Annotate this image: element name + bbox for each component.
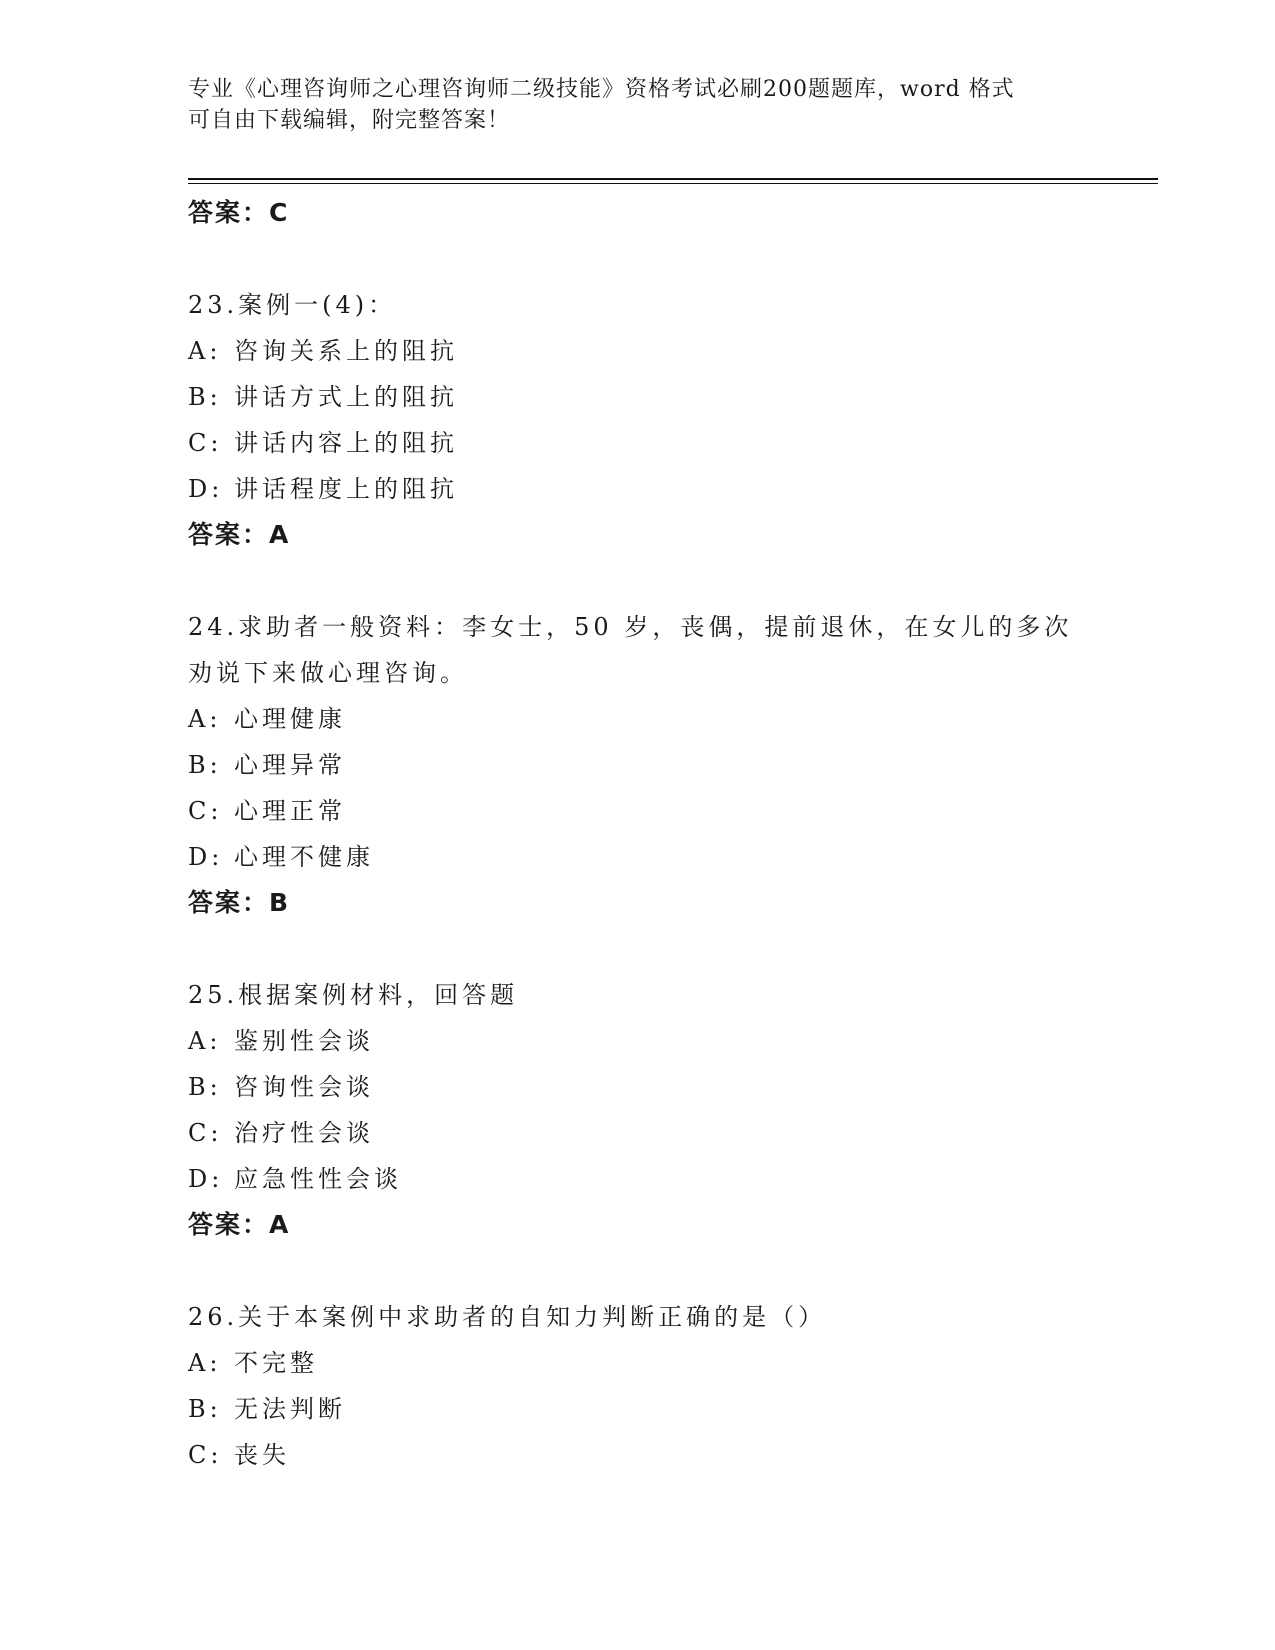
option-text: 应急性性会谈 <box>234 1165 402 1193</box>
option-a <box>188 696 1088 742</box>
option-text: 讲话程度上的阻抗 <box>234 475 458 503</box>
option-letter: B: <box>188 751 222 779</box>
option-a <box>188 1340 1088 1386</box>
option-b <box>188 1064 1088 1110</box>
page-header <box>188 74 1088 136</box>
option-letter: B: <box>188 383 222 411</box>
option-letter: C: <box>188 1441 223 1469</box>
answer-line: 答案：A <box>188 1210 291 1239</box>
question-stem: 25.根据案例材料，回答题 <box>188 981 519 1009</box>
header-rule-thick <box>188 178 1158 180</box>
option-text: 咨询性会谈 <box>234 1073 374 1101</box>
option-letter: D: <box>188 1165 224 1193</box>
option-text: 鉴别性会谈 <box>234 1027 374 1055</box>
question-25 <box>188 972 1088 1248</box>
question-stem: 23.案例一(4)： <box>188 291 397 319</box>
answer-line: 答案：A <box>188 520 291 549</box>
option-text: 心理异常 <box>234 751 346 779</box>
option-letter: A: <box>188 705 222 733</box>
header-rule-thin <box>188 183 1158 184</box>
option-letter: C: <box>188 797 223 825</box>
option-text: 心理健康 <box>234 705 346 733</box>
option-text: 不完整 <box>234 1349 318 1377</box>
option-c <box>188 1432 1088 1478</box>
option-letter: C: <box>188 1119 223 1147</box>
answer-line: 答案：B <box>188 888 291 917</box>
question-list <box>188 190 1088 1478</box>
question-24 <box>188 604 1088 926</box>
header-line-1: 专业《心理咨询师之心理咨询师二级技能》资格考试必刷200题题库，word 格式 <box>188 77 1015 102</box>
option-text: 治疗性会谈 <box>234 1119 374 1147</box>
option-letter: A: <box>188 1349 222 1377</box>
option-letter: B: <box>188 1073 222 1101</box>
answer-line: 答案：C <box>188 198 290 227</box>
option-letter: C: <box>188 429 223 457</box>
option-b <box>188 374 1088 420</box>
option-a <box>188 328 1088 374</box>
question-23 <box>188 282 1088 558</box>
option-text: 心理正常 <box>234 797 346 825</box>
option-text: 心理不健康 <box>234 843 374 871</box>
question-stem: 24.求助者一般资料：李女士，50 岁，丧偶，提前退休，在女儿的多次 <box>188 613 1073 641</box>
question-stem: 26.关于本案例中求助者的自知力判断正确的是（） <box>188 1303 827 1331</box>
question-stem-continued: 劝说下来做心理咨询。 <box>188 659 468 687</box>
option-text: 咨询关系上的阻抗 <box>234 337 458 365</box>
spacer <box>188 1248 1088 1294</box>
option-d <box>188 834 1088 880</box>
option-b <box>188 1386 1088 1432</box>
option-letter: A: <box>188 337 222 365</box>
option-letter: D: <box>188 843 224 871</box>
option-text: 讲话内容上的阻抗 <box>234 429 458 457</box>
spacer <box>188 926 1088 972</box>
option-d <box>188 1156 1088 1202</box>
option-text: 丧失 <box>234 1441 290 1469</box>
question-26 <box>188 1294 1088 1478</box>
option-letter: A: <box>188 1027 222 1055</box>
option-a <box>188 1018 1088 1064</box>
option-b <box>188 742 1088 788</box>
option-text: 无法判断 <box>234 1395 346 1423</box>
option-text: 讲话方式上的阻抗 <box>234 383 458 411</box>
option-c <box>188 420 1088 466</box>
option-c <box>188 1110 1088 1156</box>
option-d <box>188 466 1088 512</box>
option-letter: B: <box>188 1395 222 1423</box>
option-c <box>188 788 1088 834</box>
spacer <box>188 236 1088 282</box>
option-letter: D: <box>188 475 224 503</box>
spacer <box>188 558 1088 604</box>
header-line-2: 可自由下载编辑，附完整答案！ <box>188 108 511 133</box>
